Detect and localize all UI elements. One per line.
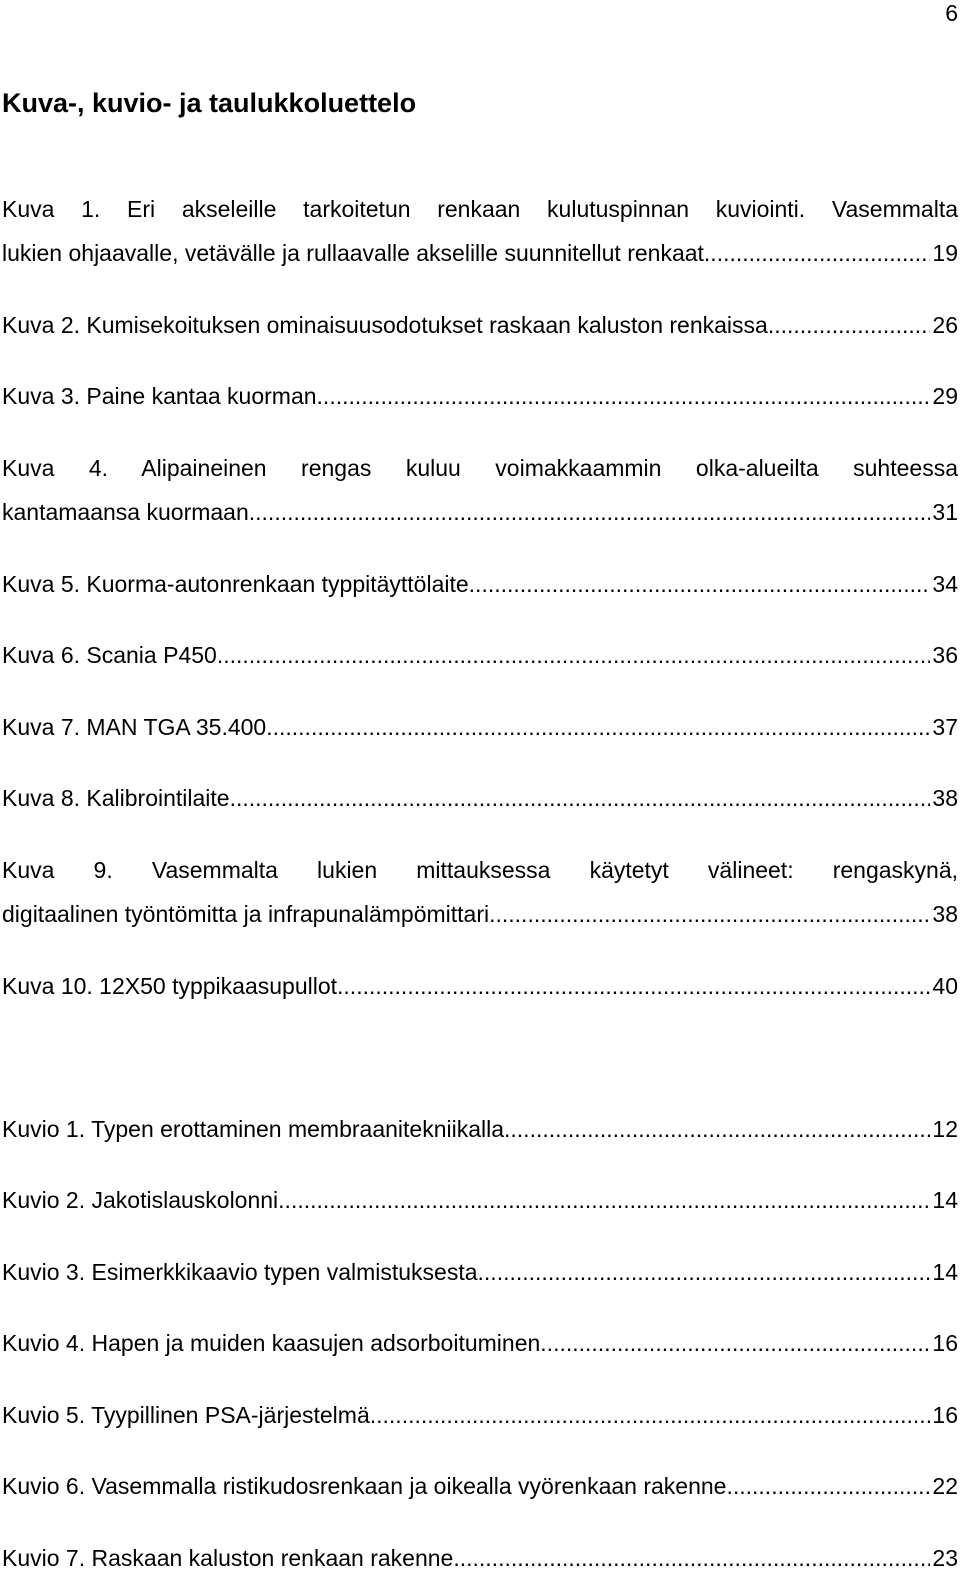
dot-leader — [273, 714, 931, 740]
entry-page: 29 — [932, 383, 958, 409]
entry-title: Kuvio 7. Raskaan kaluston renkaan rakenne. — [2, 1545, 460, 1571]
entry-page: 38 — [932, 901, 958, 927]
entry-leader-line — [2, 1330, 958, 1356]
entry-title: digitaalinen työntömitta ja infrapunalämpömittari — [2, 901, 490, 927]
toc-entry-kuva-4[interactable] — [2, 455, 958, 525]
toc-entry-kuva-9[interactable] — [2, 857, 958, 927]
toc-entry-kuva-1[interactable] — [2, 196, 958, 266]
entry-title: Kuvio 1. Typen erottaminen membraanitekniikalla — [2, 1116, 505, 1142]
entry-first-line: Kuva 1. Eri akseleille tarkoitetun renkaan kulutuspinnan kuviointi. Vasemmalta — [2, 196, 958, 222]
entry-page: 26 — [932, 312, 958, 338]
entry-page: 16 — [932, 1402, 958, 1428]
toc-entry-kuva-10[interactable] — [2, 973, 958, 999]
entry-title: Kuva 8. Kalibrointilaite. — [2, 785, 236, 811]
dot-leader — [726, 1473, 930, 1499]
toc-entry-kuva-2[interactable] — [2, 312, 958, 338]
dot-leader — [504, 1116, 930, 1142]
entry-page: 23 — [932, 1545, 958, 1571]
entry-title: Kuva 6. Scania P450. — [2, 642, 224, 668]
entry-leader-line — [2, 1402, 958, 1428]
entry-page: 12 — [932, 1116, 958, 1142]
page-number: 6 — [945, 0, 958, 26]
dot-leader — [478, 1259, 931, 1285]
toc-entry-kuvio-4[interactable] — [2, 1330, 958, 1356]
entry-leader-line — [2, 499, 958, 525]
dot-leader — [460, 1545, 931, 1571]
dot-leader — [489, 901, 930, 927]
entry-leader-line — [2, 901, 958, 927]
entry-page: 38 — [932, 785, 958, 811]
entry-page: 14 — [932, 1187, 958, 1213]
entry-page: 22 — [932, 1473, 958, 1499]
dot-leader — [370, 1402, 931, 1428]
toc-entry-kuvio-5[interactable] — [2, 1402, 958, 1428]
entry-leader-line — [2, 1116, 958, 1142]
entry-page: 31 — [932, 499, 958, 525]
toc-entry-kuva-6[interactable] — [2, 642, 958, 668]
dot-leader — [249, 499, 931, 525]
entry-leader-line — [2, 785, 958, 811]
entry-page: 36 — [932, 642, 958, 668]
entry-title: Kuvio 4. Hapen ja muiden kaasujen adsorboituminen — [2, 1330, 541, 1356]
entry-title: lukien ohjaavalle, vetävälle ja rullaavalle akselille suunnitellut renkaat — [2, 240, 704, 266]
dot-leader — [768, 312, 931, 338]
toc-entry-kuva-3[interactable] — [2, 383, 958, 409]
entry-leader-line — [2, 1473, 958, 1499]
entry-leader-line — [2, 571, 958, 597]
entry-title: Kuva 5. Kuorma-autonrenkaan typpitäyttölaite — [2, 571, 469, 597]
entry-leader-line — [2, 312, 958, 338]
entry-page: 19 — [932, 240, 958, 266]
toc-entry-kuvio-3[interactable] — [2, 1259, 958, 1285]
toc-entry-kuvio-1[interactable] — [2, 1116, 958, 1142]
entry-leader-line — [2, 973, 958, 999]
toc-entry-kuva-8[interactable] — [2, 785, 958, 811]
entry-title: Kuvio 6. Vasemmalla ristikudosrenkaan ja oikealla vyörenkaan rakenne — [2, 1473, 727, 1499]
entry-title: Kuvio 3. Esimerkkikaavio typen valmistuksesta — [2, 1259, 478, 1285]
toc-entry-kuva-5[interactable] — [2, 571, 958, 597]
toc-entry-kuvio-2[interactable] — [2, 1187, 958, 1213]
entry-leader-line — [2, 240, 958, 266]
dot-leader — [337, 973, 930, 999]
entry-leader-line — [2, 714, 958, 740]
entry-title: Kuva 2. Kumisekoituksen ominaisuusodotukset raskaan kaluston renkaissa — [2, 312, 768, 338]
entry-title: Kuvio 2. Jakotislauskolonni — [2, 1187, 279, 1213]
toc-entry-kuvio-6[interactable] — [2, 1473, 958, 1499]
entry-leader-line — [2, 1545, 958, 1571]
dot-leader — [223, 642, 930, 668]
dot-leader — [704, 240, 930, 266]
entry-leader-line — [2, 1259, 958, 1285]
dot-leader — [236, 785, 930, 811]
entry-page: 40 — [932, 973, 958, 999]
entry-first-line: Kuva 4. Alipaineinen rengas kuluu voimakkaammin olka-alueilta suhteessa — [2, 455, 958, 481]
entry-page: 14 — [932, 1259, 958, 1285]
entry-leader-line — [2, 642, 958, 668]
entry-title: Kuva 7. MAN TGA 35.400. — [2, 714, 273, 740]
dot-leader — [540, 1330, 930, 1356]
dot-leader — [469, 571, 931, 597]
entry-title: Kuva 10. 12X50 typpikaasupullot — [2, 973, 338, 999]
entry-title: kantamaansa kuormaan — [2, 499, 249, 525]
toc-entry-kuva-7[interactable] — [2, 714, 958, 740]
entry-title: Kuva 3. Paine kantaa kuorman — [2, 383, 317, 409]
entry-leader-line — [2, 1187, 958, 1213]
entry-page: 37 — [932, 714, 958, 740]
entry-first-line: Kuva 9. Vasemmalta lukien mittauksessa käytetyt välineet: rengaskynä, — [2, 857, 958, 883]
toc-heading: Kuva-, kuvio- ja taulukkoluettelo — [2, 88, 417, 118]
entry-title: Kuvio 5. Tyypillinen PSA-järjestelmä — [2, 1402, 370, 1428]
dot-leader — [317, 383, 931, 409]
entry-leader-line — [2, 383, 958, 409]
dot-leader — [278, 1187, 930, 1213]
entry-page: 34 — [932, 571, 958, 597]
toc-entry-kuvio-7[interactable] — [2, 1545, 958, 1571]
entry-page: 16 — [932, 1330, 958, 1356]
